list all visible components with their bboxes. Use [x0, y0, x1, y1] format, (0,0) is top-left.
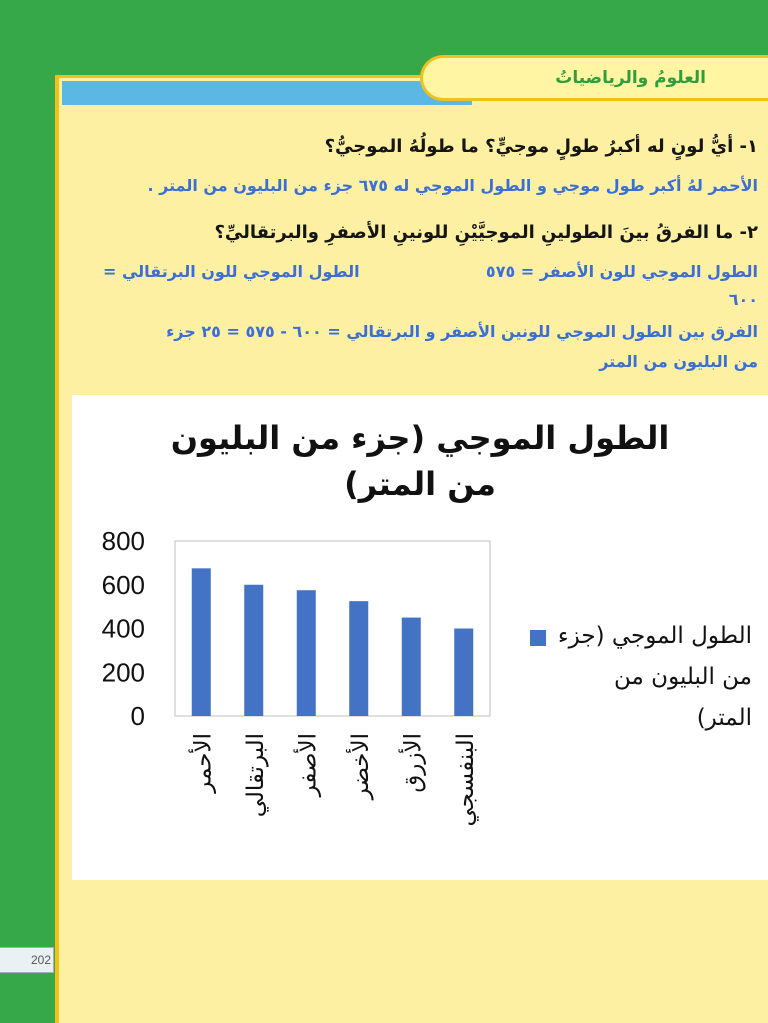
year-fragment: 202 — [0, 947, 54, 973]
bar — [402, 618, 421, 716]
question-1: ١- أيُّ لونٍ له أكبرُ طولٍ موجيٍّ؟ ما طولُهُ الموجيُّ؟ — [324, 136, 758, 157]
y-tick-label: 200 — [101, 657, 145, 688]
y-tick-label: 400 — [101, 613, 145, 644]
difference-line-1: الفرق بين الطول الموجي للونين الأصفر و البرتقالي = ٦٠٠ - ٥٧٥ = ٢٥ جزء — [166, 322, 758, 341]
orange-wavelength: الطول الموجي للون البرتقالي = — [103, 262, 360, 281]
legend-label: الطول الموجي (جزء من البليون من المتر) — [557, 623, 752, 731]
bar — [297, 590, 316, 716]
yellow-wavelength: الطول الموجي للون الأصفر = ٥٧٥ — [485, 262, 758, 281]
plot-frame — [175, 541, 490, 716]
difference-line-2: من البليون من المتر — [599, 352, 758, 371]
subject-tab-label: العلومُ والرياضياتُ — [555, 68, 706, 88]
wavelength-values-row — [103, 262, 758, 281]
answer-1: الأحمر لهُ أكبر طول موجي و الطول الموجي له ٦٧٥ جزء من البليون من المتر . — [147, 176, 758, 195]
x-tick-label: البرتقالي — [242, 733, 269, 818]
question-2: ٢- ما الفرقُ بينَ الطولينِ الموجيَّيْنِ للونينِ الأصفرِ والبرتقاليِّ؟ — [214, 222, 758, 243]
y-tick-label: 0 — [130, 701, 145, 731]
bar — [349, 601, 368, 716]
y-tick-label: 800 — [101, 526, 145, 556]
bar — [454, 629, 473, 717]
x-tick-label: البنفسجي — [452, 733, 479, 827]
orange-wavelength-value: ٦٠٠ — [728, 290, 758, 309]
subject-tab — [420, 55, 768, 101]
bar — [192, 568, 211, 716]
x-tick-label: الأخضر — [347, 733, 374, 800]
legend-marker — [530, 630, 546, 646]
bar — [244, 585, 263, 716]
x-tick-label: الأصفر — [295, 733, 322, 797]
header-blue-bar — [62, 81, 472, 105]
x-tick-label: الأزرق — [400, 733, 427, 793]
chart-title: الطول الموجي (جزء من البليون من المتر) — [170, 419, 670, 503]
x-tick-label: الأحمر — [190, 733, 217, 793]
y-tick-label: 600 — [101, 569, 145, 600]
